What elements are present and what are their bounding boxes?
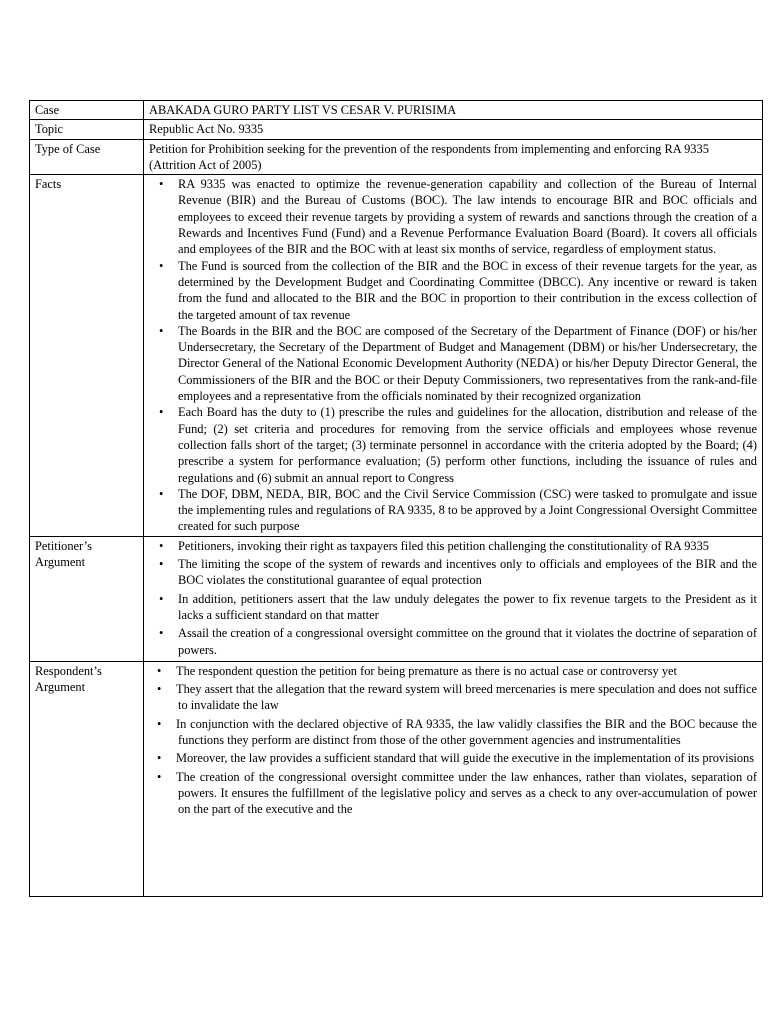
facts-list <box>149 176 757 535</box>
list-item-text: The respondent question the petition for being premature as there is no actual case or controversy yet <box>176 663 677 678</box>
topic-value: Republic Act No. 9335 <box>144 120 763 139</box>
list-item <box>149 538 757 554</box>
bullet-icon: • <box>157 751 162 766</box>
list-item-text: Each Board has the duty to (1) prescribe the rules and guidelines for the allocation, distribution and release of the Fund; (2) set criteria and procedures for removing from the service officials and employees whose revenue collection falls short of the target; (3) terminate personnel in accordance with the criteria adopted by the Board; (4) prescribe a system for performance evaluation; (5) perform other functions, including the issuance of rules and regulations and (6) submit an annual report to Congress <box>178 405 757 485</box>
bullet-icon: • <box>157 769 162 784</box>
list-item-text: The creation of the congressional oversight committee under the law enhances, rather than violates, separation of powers. It ensures the fulfillment of the legislative policy and serves as a check to any over-accumulation of power on the part of the executive and the <box>176 769 757 817</box>
facts-label: Facts <box>30 175 144 537</box>
list-item <box>149 625 757 658</box>
list-item-text: The Fund is sourced from the collection of the BIR and the BOC in excess of their revenue targets for the year, as determined by the Development Budget and Coordinating Committee (DBCC). Any incentive or reward is taken from the fund and allocated to the BIR and the BOC in proportion to their contribution in the excess collection of the targeted amount of tax revenue <box>178 258 757 322</box>
bullet-icon: • <box>159 323 164 338</box>
list-item-text: Moreover, the law provides a sufficient standard that will guide the executive in the implementation of its provisions <box>176 751 755 766</box>
respondents-argument-value <box>144 661 763 896</box>
petitioners-argument-value <box>144 536 763 661</box>
respondents-argument-list <box>149 663 757 818</box>
bullet-icon: • <box>157 716 162 731</box>
row-facts <box>30 175 763 537</box>
bullet-icon: • <box>159 177 164 192</box>
list-item <box>149 323 757 404</box>
list-item-text: In conjunction with the declared objective of RA 9335, the law validly classifies the BIR and the BOC because the functions they perform are distinct from those of the other government agencies and instrumentalities <box>176 716 757 747</box>
bullet-icon: • <box>159 405 164 420</box>
row-topic <box>30 120 763 139</box>
bullet-icon: • <box>159 538 164 553</box>
list-item-text: Petitioners, invoking their right as taxpayers filed this petition challenging the constitutionality of RA 9335 <box>178 538 709 553</box>
list-item <box>149 769 757 818</box>
topic-label: Topic <box>30 120 144 139</box>
type-of-case-value: Petition for Prohibition seeking for the prevention of the respondents from implementing and enforcing RA 9335 (Attrition Act of 2005) <box>144 139 763 175</box>
list-item <box>149 176 757 257</box>
list-item-text: The limiting the scope of the system of rewards and incentives only to officials and employees of the BIR and the BOC violates the constitutional guarantee of equal protection <box>178 557 757 588</box>
list-item <box>149 663 757 679</box>
petitioners-argument-label: Petitioner’s Argument <box>30 536 144 661</box>
bullet-icon: • <box>159 258 164 273</box>
list-item-text: RA 9335 was enacted to optimize the revenue-generation capability and collection of the Bureau of Internal Revenue (BIR) and the Bureau of Customs (BOC). The law intends to encourage BIR and BOC officials and employees to exceed their revenue targets by providing a system of rewards and sanctions through the creation of a Rewards and Incentives Fund (Fund) and a Revenue Performance Evaluation Board (Board). It covers all officials and employees of the BIR and the BOC with at least six months of service, regardless of employment status. <box>178 177 757 257</box>
bullet-icon: • <box>159 557 164 572</box>
row-petitioners-argument <box>30 536 763 661</box>
list-item-text: The DOF, DBM, NEDA, BIR, BOC and the Civil Service Commission (CSC) were tasked to promulgate and issue the implementing rules and regulations of RA 9335, 8 to be approved by a Joint Congressional Oversight Committee created for such purpose <box>178 486 757 534</box>
list-item <box>149 258 757 323</box>
list-item-text: In addition, petitioners assert that the law unduly delegates the power to fix revenue targets to the President as it lacks a sufficient standard on that matter <box>178 591 757 622</box>
list-item-text: They assert that the allegation that the reward system will breed mercenaries is mere speculation and does not suffice to invalidate the law <box>176 682 757 713</box>
list-item-text: The Boards in the BIR and the BOC are composed of the Secretary of the Department of Finance (DOF) or his/her Undersecretary, the Secretary of the Department of Budget and Management (DBM) or his/her Undersecretary, the Director General of the National Economic Development Authority (NEDA) or his/her Deputy Director General, the Commissioners of the BIR and the BOC or their Deputy Commissioners, two representatives from the rank-and-file employees and a representative from the officials nominated by their recognized organization <box>178 323 757 404</box>
respondents-argument-clip <box>149 663 757 895</box>
case-label: Case <box>30 101 144 120</box>
list-item <box>149 404 757 485</box>
bullet-icon: • <box>159 591 164 606</box>
row-case <box>30 101 763 120</box>
list-item <box>149 591 757 624</box>
case-digest-table <box>29 100 763 897</box>
row-type-of-case <box>30 139 763 175</box>
list-item <box>149 716 757 749</box>
bullet-icon: • <box>157 663 162 678</box>
list-item <box>149 750 757 766</box>
type-of-case-label: Type of Case <box>30 139 144 175</box>
row-respondents-argument <box>30 661 763 896</box>
list-item <box>149 681 757 714</box>
facts-value <box>144 175 763 537</box>
bullet-icon: • <box>159 626 164 641</box>
bullet-icon: • <box>159 486 164 501</box>
petitioners-argument-list <box>149 538 757 658</box>
list-item <box>149 556 757 589</box>
respondents-argument-label: Respondent’s Argument <box>30 661 144 896</box>
case-value: ABAKADA GURO PARTY LIST VS CESAR V. PURISIMA <box>144 101 763 120</box>
bullet-icon: • <box>157 682 162 697</box>
list-item-text: Assail the creation of a congressional oversight committee on the ground that it violates the doctrine of separation of powers. <box>178 626 757 657</box>
list-item <box>149 486 757 535</box>
